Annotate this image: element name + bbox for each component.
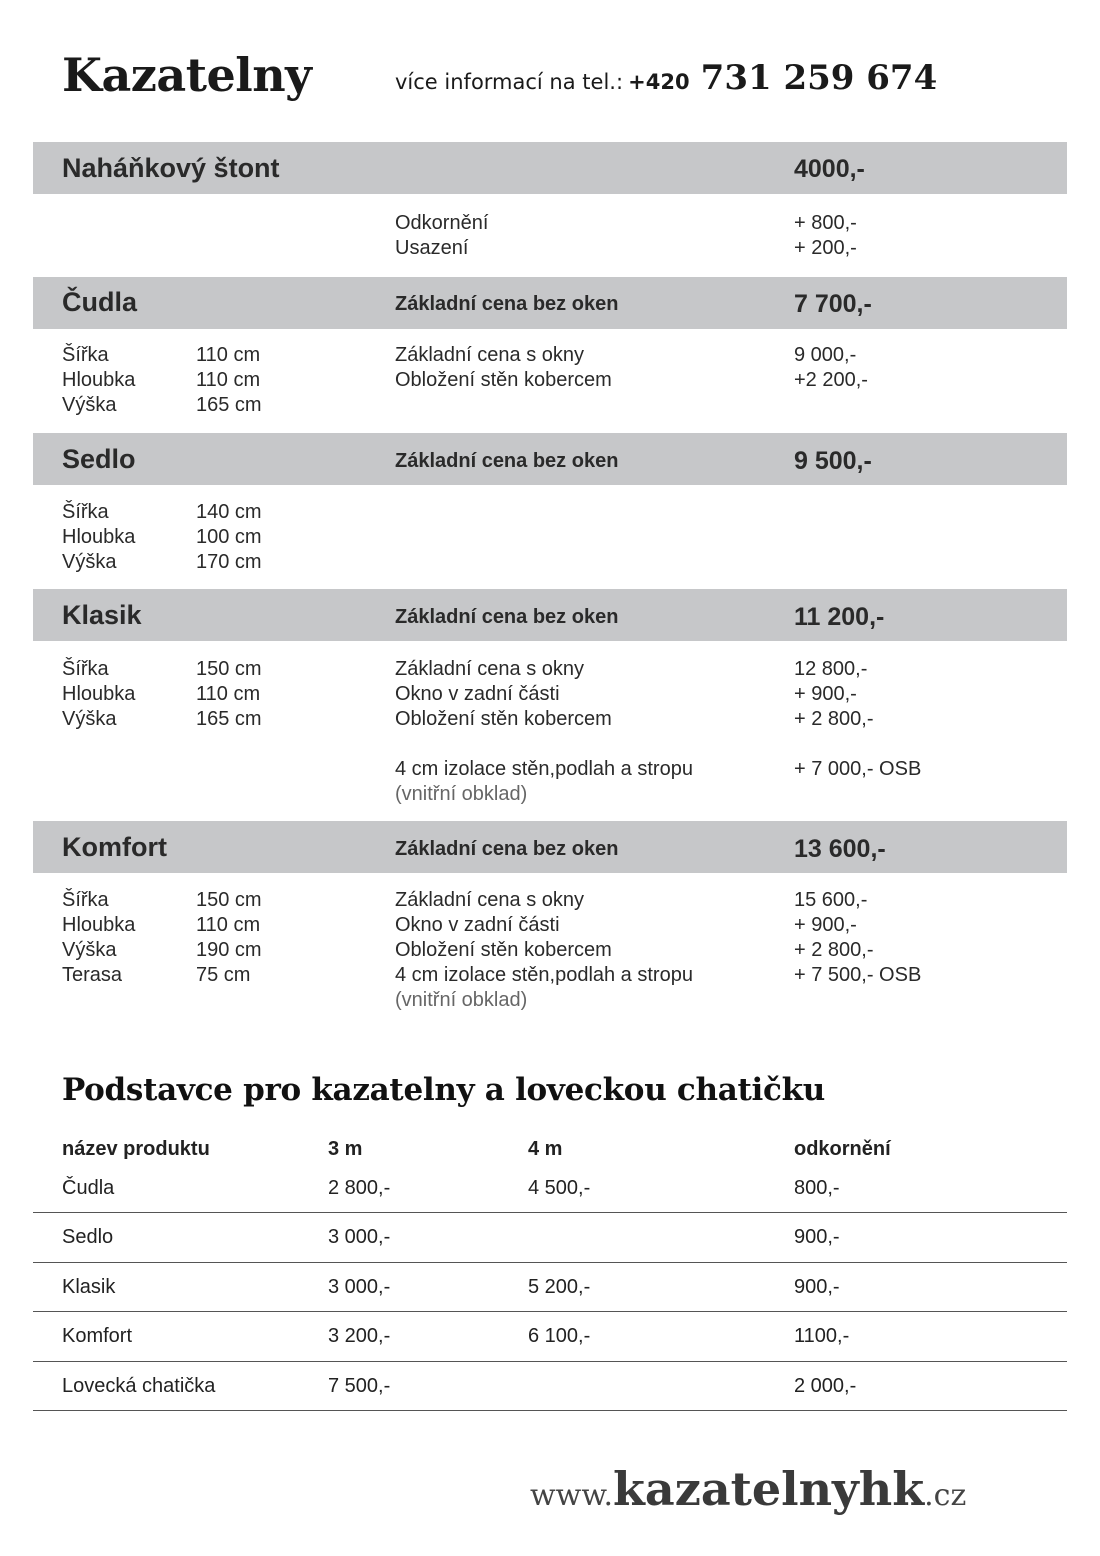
dim-value: 165 cm <box>196 394 262 416</box>
contact-label: více informací na tel.: <box>395 70 624 94</box>
dim-value: 110 cm <box>196 369 261 391</box>
website-suffix: .cz <box>924 1478 967 1513</box>
dim-label: Hloubka <box>62 369 136 391</box>
base-price-label: Základní cena bez oken <box>395 293 619 315</box>
table-cell-odkorneni: 1100,- <box>794 1325 850 1347</box>
table-cell-3m: 3 000,- <box>328 1276 391 1298</box>
option-note: (vnitřní obklad) <box>395 783 528 805</box>
option-label: Odkornění <box>395 212 489 234</box>
table-divider <box>33 1410 1067 1411</box>
dim-label: Hloubka <box>62 683 136 705</box>
table-cell-3m: 7 500,- <box>328 1375 391 1397</box>
product-price: 7 700,- <box>794 290 872 318</box>
phone-number: 731 259 674 <box>700 58 938 98</box>
dim-label: Šířka <box>62 658 109 680</box>
option-price: + 2 800,- <box>794 708 874 730</box>
option-label: 4 cm izolace stěn,podlah a stropu <box>395 758 693 780</box>
option-label: Základní cena s okny <box>395 658 584 680</box>
table-cell-3m: 3 200,- <box>328 1325 391 1347</box>
dim-value: 75 cm <box>196 964 251 986</box>
table-divider <box>33 1361 1067 1362</box>
option-price: + 7 500,- OSB <box>794 964 922 986</box>
product-price: 11 200,- <box>794 603 885 631</box>
product-price: 4000,- <box>794 155 865 183</box>
table-divider <box>33 1212 1067 1213</box>
option-label: Obložení stěn kobercem <box>395 939 612 961</box>
website-prefix: www. <box>530 1478 614 1513</box>
dim-value: 150 cm <box>196 658 262 680</box>
option-price: + 7 000,- OSB <box>794 758 922 780</box>
table-cell-name: Sedlo <box>62 1226 114 1248</box>
website-link[interactable] <box>530 1462 966 1516</box>
table-cell-3m: 2 800,- <box>328 1177 391 1199</box>
option-label: Obložení stěn kobercem <box>395 369 612 391</box>
table-cell-name: Klasik <box>62 1276 116 1298</box>
table-divider <box>33 1311 1067 1312</box>
table-cell-odkorneni: 2 000,- <box>794 1375 857 1397</box>
dim-value: 110 cm <box>196 914 261 936</box>
page-title: Kazatelny <box>62 48 312 102</box>
dim-label: Šířka <box>62 501 109 523</box>
option-price: + 2 800,- <box>794 939 874 961</box>
table-cell-3m: 3 000,- <box>328 1226 391 1248</box>
option-price: + 900,- <box>794 914 857 936</box>
table-header-name: název produktu <box>62 1138 210 1160</box>
dim-value: 110 cm <box>196 344 261 366</box>
product-name: Klasik <box>62 600 142 630</box>
table-header-odkorneni: odkornění <box>794 1138 891 1160</box>
table-header-3m: 3 m <box>328 1138 363 1160</box>
base-price-label: Základní cena bez oken <box>395 606 619 628</box>
product-name: Sedlo <box>62 444 136 474</box>
option-price: 9 000,- <box>794 344 857 366</box>
dim-value: 165 cm <box>196 708 262 730</box>
table-cell-odkorneni: 900,- <box>794 1226 840 1248</box>
table-cell-4m: 6 100,- <box>528 1325 591 1347</box>
dim-label: Terasa <box>62 964 123 986</box>
product-name: Naháňkový štont <box>62 153 280 183</box>
table-divider <box>33 1262 1067 1263</box>
dim-label: Výška <box>62 551 117 573</box>
table-cell-name: Lovecká chatička <box>62 1375 216 1397</box>
option-label: Usazení <box>395 237 469 259</box>
table-cell-4m: 4 500,- <box>528 1177 591 1199</box>
dim-label: Výška <box>62 708 117 730</box>
base-price-label: Základní cena bez oken <box>395 450 619 472</box>
table-cell-odkorneni: 800,- <box>794 1177 840 1199</box>
option-label: 4 cm izolace stěn,podlah a stropu <box>395 964 693 986</box>
product-price: 13 600,- <box>794 835 886 863</box>
option-price: + 800,- <box>794 212 857 234</box>
option-price: 12 800,- <box>794 658 868 680</box>
option-label: Okno v zadní části <box>395 914 560 936</box>
option-price: +2 200,- <box>794 369 868 391</box>
dim-label: Výška <box>62 939 117 961</box>
option-label: Obložení stěn kobercem <box>395 708 612 730</box>
option-note: (vnitřní obklad) <box>395 989 528 1011</box>
product-name: Komfort <box>62 832 167 862</box>
website-domain: kazatelnyhk <box>613 1462 925 1516</box>
product-price: 9 500,- <box>794 447 872 475</box>
dim-label: Výška <box>62 394 117 416</box>
product-name: Čudla <box>62 287 138 317</box>
option-label: Základní cena s okny <box>395 889 584 911</box>
option-price: + 200,- <box>794 237 857 259</box>
option-label: Okno v zadní části <box>395 683 560 705</box>
dim-value: 100 cm <box>196 526 262 548</box>
dim-value: 140 cm <box>196 501 262 523</box>
dim-label: Hloubka <box>62 526 136 548</box>
contact-line <box>395 58 937 98</box>
dim-value: 150 cm <box>196 889 262 911</box>
table-cell-name: Komfort <box>62 1325 133 1347</box>
dim-value: 190 cm <box>196 939 262 961</box>
dim-value: 110 cm <box>196 683 261 705</box>
option-price: 15 600,- <box>794 889 868 911</box>
base-price-label: Základní cena bez oken <box>395 838 619 860</box>
bases-title: Podstavce pro kazatelny a loveckou chatičku <box>62 1072 826 1108</box>
dim-label: Hloubka <box>62 914 136 936</box>
table-cell-4m: 5 200,- <box>528 1276 591 1298</box>
country-code: +420 <box>628 70 690 94</box>
option-label: Základní cena s okny <box>395 344 584 366</box>
table-header-4m: 4 m <box>528 1138 563 1160</box>
dim-label: Šířka <box>62 889 109 911</box>
dim-label: Šířka <box>62 344 109 366</box>
dim-value: 170 cm <box>196 551 262 573</box>
table-cell-name: Čudla <box>62 1177 115 1199</box>
table-cell-odkorneni: 900,- <box>794 1276 840 1298</box>
option-price: + 900,- <box>794 683 857 705</box>
